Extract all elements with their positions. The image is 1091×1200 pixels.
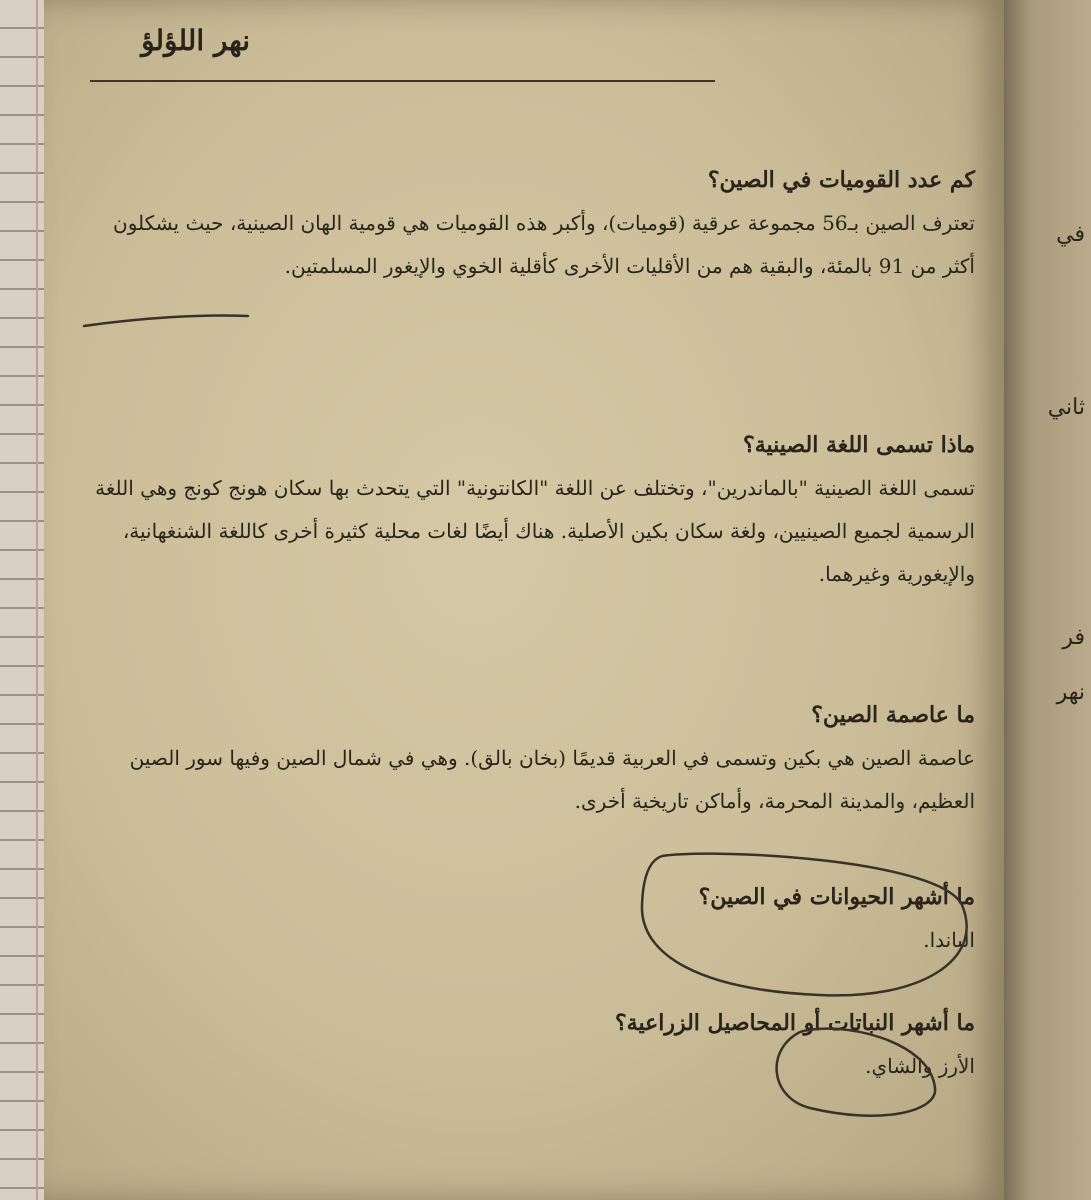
facing-page-fragment: في: [1056, 222, 1085, 247]
facing-page-fragment: نهر: [1056, 680, 1085, 705]
section-plants: [90, 1008, 975, 1088]
answer-paragraph: تعترف الصين بـ56 مجموعة عرقية (قوميات)، وأكبر هذه القوميات هي قومية الهان الصينية، حيث يشكلون أكثر من 91 بالمئة، والبقية هم من الأقليات الأخرى كأقلية الخوي والإيغور المسلمتين.: [113, 210, 975, 278]
section-capital: [90, 700, 975, 823]
running-header-title: نهر اللؤلؤ: [141, 24, 250, 57]
section-language: [90, 430, 975, 596]
question-heading: ما أشهر الحيوانات في الصين؟: [698, 884, 975, 910]
question-heading: ما أشهر النباتات أو المحاصيل الزراعية؟: [614, 1010, 975, 1036]
answer-paragraph: عاصمة الصين هي بكين وتسمى في العربية قديمًا (بخان بالق). وهي في شمال الصين وفيها سور الصين العظيم، والمدينة المحرمة، وأماكن تاريخية أخرى.: [129, 745, 975, 813]
facing-page-fragment: فر: [1062, 625, 1085, 650]
answer-paragraph: الأرز والشاي.: [865, 1053, 975, 1078]
question-heading: ما عاصمة الصين؟: [811, 702, 975, 728]
answer-paragraph: تسمى اللغة الصينية "بالماندرين"، وتختلف عن اللغة "الكانتونية" التي يتحدث بها سكان هونج كونج وهي اللغة الرسمية لجميع الصينيين، ولغة سكان بكين الأصلية. هناك أيضًا لغات محلية كثيرة أخرى كاللغة الشنغهانية، والإيغورية وغيرهما.: [95, 475, 975, 586]
header-rule: [90, 80, 715, 82]
section-animals: [90, 882, 975, 962]
question-heading: كم عدد القوميات في الصين؟: [707, 167, 975, 193]
answer-paragraph: الباندا.: [923, 927, 975, 952]
question-heading: ماذا تسمى اللغة الصينية؟: [743, 432, 975, 458]
notebook-margin-line: [36, 0, 38, 1200]
facing-page-fragment: ثاني: [1047, 395, 1085, 420]
facing-page-edge: [1004, 0, 1091, 1200]
section-ethnic-groups: [90, 165, 975, 288]
